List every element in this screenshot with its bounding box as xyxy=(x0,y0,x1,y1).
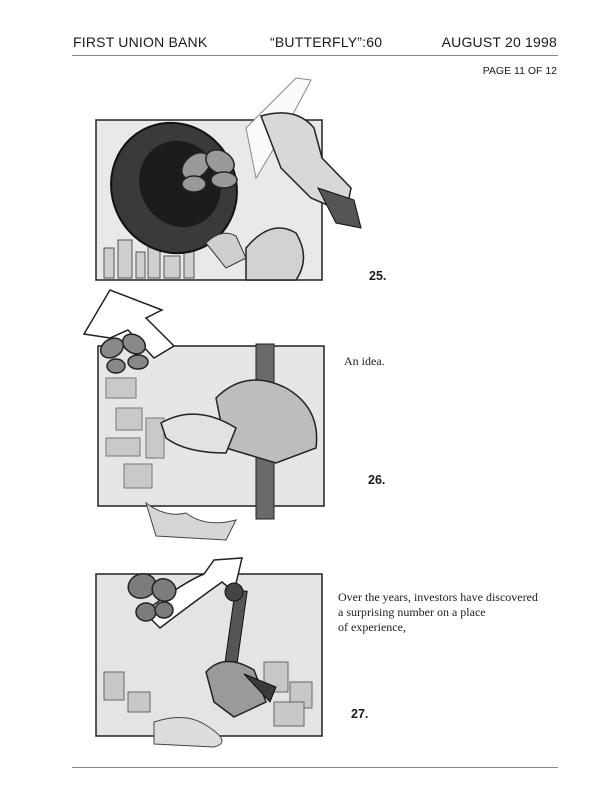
frame-number-25: 25. xyxy=(369,269,387,283)
frame-number-27: 27. xyxy=(351,707,369,721)
storyboard-panel-25 xyxy=(96,118,386,288)
page-number: PAGE 11 OF 12 xyxy=(482,65,557,77)
footer-rule xyxy=(72,767,558,768)
caption-line: a surprising number on a place xyxy=(338,605,486,619)
header-rule xyxy=(72,55,558,56)
header-spot-title: “BUTTERFLY”:60 xyxy=(270,34,383,50)
caption-27 xyxy=(338,590,538,635)
frame-number-26: 26. xyxy=(368,473,386,487)
caption-line: of experience, xyxy=(338,620,406,634)
caption-26 xyxy=(344,354,385,369)
storyboard-panel-27 xyxy=(94,552,334,747)
caption-line: Over the years, investors have discovered xyxy=(338,590,538,604)
caption-line: An idea. xyxy=(344,354,385,368)
header-date: AUGUST 20 1998 xyxy=(441,34,557,50)
storyboard-panel-26 xyxy=(76,288,336,540)
header-client: FIRST UNION BANK xyxy=(73,34,208,50)
